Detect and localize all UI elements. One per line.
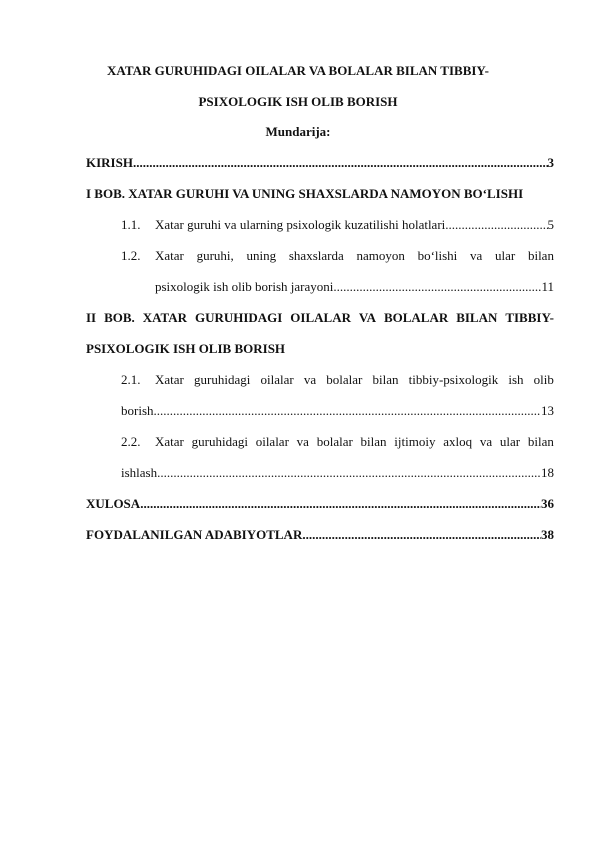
toc-word: II [86,310,97,325]
toc-entry-title: psixologik ish olib borish jarayoni [155,279,334,294]
toc-word: va [470,248,483,263]
toc-entry-intro[interactable] [86,155,554,171]
dot-leader [302,527,541,543]
toc-word: ular [499,434,521,449]
toc-word: OILALAR [290,310,351,325]
dot-leader [140,496,541,512]
toc-word: va [479,434,493,449]
toc-entry-2-1-line-1[interactable] [155,372,554,388]
toc-section-number: 2.2. [121,434,141,449]
toc-chapter-2-line-2[interactable]: PSIXOLOGIK ISH OLIB BORISH [86,341,286,356]
toc-word: va [303,372,317,387]
toc-word: bilan [527,434,554,449]
toc-entry-title: Xatar guruhi va ularning psixologik kuzatilishi holatlari [155,217,446,232]
toc-word: XATAR [142,310,188,325]
toc-word: bo‘lishi [417,248,458,263]
toc-word: TIBBIY- [505,310,554,325]
toc-entry-1-1[interactable] [155,217,554,233]
toc-page-number: 38 [541,527,554,542]
toc-word: uning [246,248,277,263]
toc-section-number: 1.1. [121,217,141,232]
toc-page-number: 5 [547,217,554,232]
toc-entry-1-2-line-1[interactable] [155,248,554,264]
dot-leader [157,465,541,481]
toc-word: VA [358,310,377,325]
toc-word: BILAN [456,310,498,325]
dot-leader [333,279,541,295]
toc-entry-title: FOYDALANILGAN ADABIYOTLAR [86,527,303,542]
toc-entry-conclusion[interactable] [86,496,554,512]
toc-page-number: 36 [541,496,554,511]
toc-word: axloq [443,434,473,449]
toc-entry-title: ishlash [121,465,158,480]
toc-page-number: 13 [541,403,554,418]
toc-entry-2-2-line-2[interactable] [121,465,554,481]
toc-word: bolalar [326,372,363,387]
toc-chapter-2-line-1[interactable] [86,310,554,326]
toc-word: tibbiy-psixologik [408,372,499,387]
dot-leader [445,217,547,233]
toc-chapter-1[interactable]: I BOB. XATAR GURUHI VA UNING SHAXSLARDA NAMOYON BO‘LISHI [86,186,524,201]
toc-word: Xatar [155,372,184,387]
toc-entry-title: KIRISH [86,155,133,170]
document-title-line-2: PSIXOLOGIK ISH OLIB BORISH [198,94,398,109]
toc-entry-2-2-line-1[interactable] [155,434,554,450]
toc-word: bolalar [316,434,353,449]
toc-entry-references[interactable] [86,527,554,543]
toc-entry-title: XULOSA [86,496,141,511]
toc-page-number: 18 [541,465,554,480]
toc-section-number: 1.2. [121,248,141,263]
toc-word: bilan [360,434,387,449]
toc-section-number: 2.1. [121,372,141,387]
toc-entry-title: borish [121,403,154,418]
toc-word: bilan [527,248,554,263]
toc-word: va [296,434,309,449]
toc-word: guruhidagi [194,372,251,387]
toc-word: shaxslarda [288,248,344,263]
toc-word: guruhidagi [191,434,248,449]
dot-leader [133,155,548,171]
toc-word: ijtimoiy [394,434,436,449]
toc-word: guruhi, [196,248,234,263]
toc-word: BOB. [104,310,135,325]
contents-heading: Mundarija: [265,124,331,139]
toc-entry-2-1-line-2[interactable] [121,403,554,419]
toc-page-number: 11 [541,279,554,294]
toc-word: GURUHIDAGI [194,310,283,325]
toc-word: ular [495,248,516,263]
toc-word: Xatar [155,248,184,263]
toc-word: olib [533,372,554,387]
toc-word: namoyon [356,248,405,263]
dot-leader [154,403,542,419]
document-title-line-1: XATAR GURUHIDAGI OILALAR VA BOLALAR BILAN TIBBIY- [107,63,489,78]
toc-word: BOLALAR [383,310,449,325]
toc-page-number: 3 [547,155,554,170]
toc-word: oilalar [260,372,294,387]
toc-word: oilalar [255,434,289,449]
toc-word: ish [508,372,524,387]
toc-word: bilan [372,372,399,387]
toc-word: Xatar [155,434,184,449]
toc-entry-1-2-line-2[interactable] [155,279,554,295]
